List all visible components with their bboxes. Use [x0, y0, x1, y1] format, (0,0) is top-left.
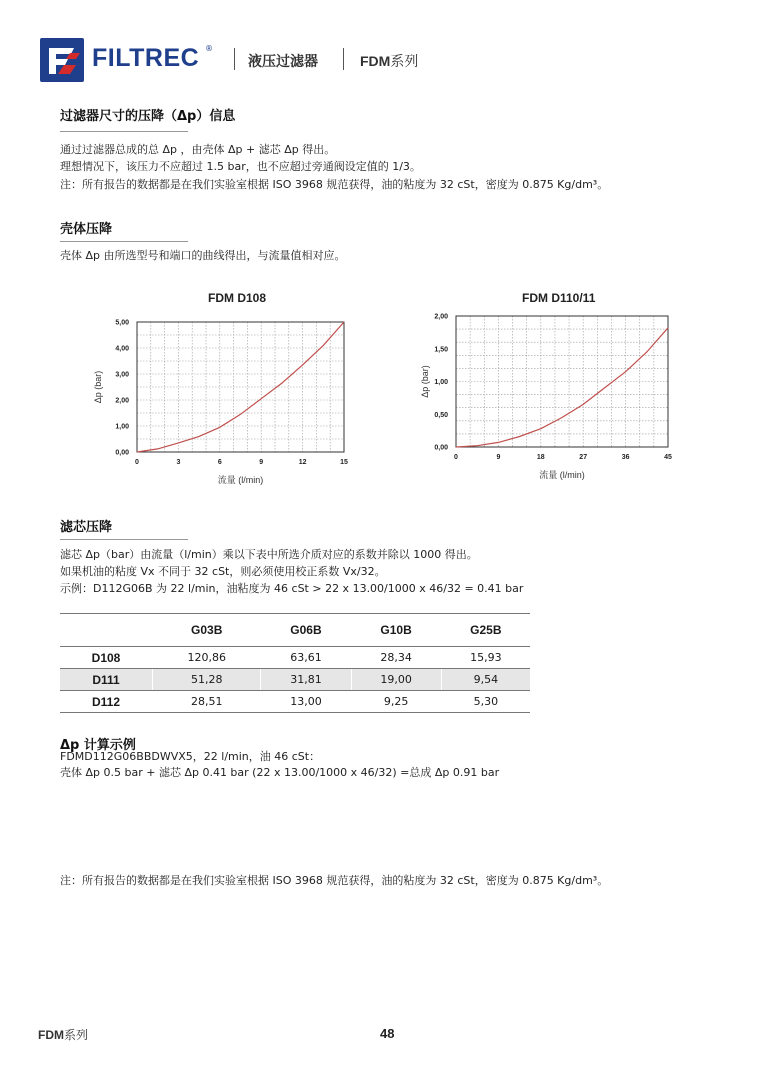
table-cell: 63,61 — [261, 647, 351, 669]
section-rule — [60, 241, 188, 242]
x-axis-label: 流量 (l/min) — [217, 475, 264, 485]
y-tick-label: 0,50 — [434, 411, 448, 419]
x-tick-label: 12 — [298, 459, 307, 466]
table-row — [60, 647, 530, 669]
footnote: 注：所有报告的数据都是在我们实验室根据 ISO 3968 规范获得，油的粘度为 32 cSt，密度为 0.875 Kg/dm³。 — [60, 874, 609, 887]
chart-d110-11 — [412, 306, 692, 486]
table-cell: 31,81 — [261, 669, 351, 691]
row-label: D111 — [60, 669, 153, 691]
table-cell: 13,00 — [261, 691, 351, 713]
table-cell: 5,30 — [441, 691, 530, 713]
section-title: Δp 计算示例 — [60, 738, 136, 753]
y-tick-label: 5,00 — [115, 319, 129, 327]
y-tick-label: 0,00 — [434, 444, 448, 452]
filtrec-logo — [40, 38, 84, 82]
section-rule — [60, 131, 188, 132]
y-axis-label: Δp (bar) — [420, 365, 430, 398]
page-number: 48 — [380, 1026, 395, 1041]
section-title: 过滤器尺寸的压降（Δp）信息 — [60, 109, 236, 124]
x-tick-label: 18 — [536, 454, 545, 461]
table-row — [60, 691, 530, 713]
chart-d108 — [85, 308, 370, 488]
y-tick-label: 2,00 — [115, 397, 129, 405]
x-tick-label: 36 — [621, 454, 630, 461]
table-cell: 28,34 — [351, 647, 441, 669]
x-tick-label: 9 — [496, 454, 501, 461]
x-tick-label: 3 — [176, 459, 181, 466]
chart-title: FDM D110/11 — [522, 291, 596, 305]
y-tick-label: 4,00 — [115, 345, 129, 353]
series-line — [456, 328, 668, 447]
y-tick-label: 1,50 — [434, 346, 448, 354]
y-tick-label: 1,00 — [434, 379, 448, 386]
x-tick-label: 6 — [217, 459, 222, 466]
chart-title: FDM D108 — [208, 291, 267, 305]
paragraph-line: 壳体 Δp 由所选型号和端口的曲线得出，与流量值相对应。 — [60, 249, 346, 262]
series-word: 系列 — [390, 54, 419, 70]
y-axis-label: Δp (bar) — [93, 370, 103, 404]
paragraph-line: 壳体 Δp 0.5 bar + 滤芯 Δp 0.41 bar (22 x 13.00/1000 x 46/32) =总成 Δp 0.91 bar — [60, 766, 500, 779]
header-series — [360, 51, 418, 71]
x-axis-label: 流量 (l/min) — [539, 470, 585, 480]
footer-series — [38, 1026, 88, 1043]
coefficient-table — [60, 614, 530, 713]
x-tick-label: 0 — [454, 454, 458, 461]
registered-mark: ® — [205, 44, 213, 53]
paragraph-line: 滤芯 Δp（bar）由流量（l/min）乘以下表中所选介质对应的系数并除以 1000 得出。 — [60, 548, 478, 561]
logo-mark-icon — [40, 38, 84, 82]
paragraph-line: 注：所有报告的数据都是在我们实验室根据 ISO 3968 规范获得，油的粘度为 32 cSt，密度为 0.875 Kg/dm³。 — [60, 178, 609, 191]
table-cell: 51,28 — [153, 669, 261, 691]
y-tick-label: 0,00 — [115, 449, 129, 457]
paragraph-line: FDMD112G06BBDWVX5，22 l/min，油 46 cSt： — [60, 750, 321, 763]
series-code: FDM — [38, 1028, 64, 1042]
y-tick-label: 2,00 — [434, 313, 448, 321]
series-word: 系列 — [64, 1028, 89, 1042]
section-title: 壳体压降 — [60, 222, 113, 237]
y-tick-label: 1,00 — [115, 423, 129, 431]
x-tick-label: 15 — [340, 459, 348, 466]
x-tick-label: 45 — [664, 454, 672, 461]
header-divider — [234, 48, 235, 70]
series-code: FDM — [360, 53, 391, 69]
section-title: 滤芯压降 — [60, 520, 113, 535]
brand-name: FILTREC — [92, 44, 200, 72]
header-divider — [343, 48, 344, 70]
table-header-cell: G25B — [441, 614, 530, 647]
row-label: D108 — [60, 647, 153, 669]
table-cell: 120,86 — [153, 647, 261, 669]
table-row — [60, 669, 530, 691]
table-cell: 28,51 — [153, 691, 261, 713]
paragraph-line: 理想情况下，该压力不应超过 1.5 bar，也不应超过旁通阀设定值的 1/3。 — [60, 160, 421, 173]
header-title: 液压过滤器 — [248, 54, 318, 70]
table-cell: 15,93 — [441, 647, 530, 669]
section-rule — [60, 539, 188, 540]
table-header-row — [60, 614, 530, 647]
table-header-cell: G03B — [153, 614, 261, 647]
paragraph-line: 通过过滤器总成的总 Δp ，由壳体 Δp + 滤芯 Δp 得出。 — [60, 143, 336, 156]
table-header-cell: G10B — [351, 614, 441, 647]
paragraph-line: 示例：D112G06B 为 22 l/min，油粘度为 46 cSt > 22 x 13.00/1000 x 46/32 = 0.41 bar — [60, 582, 524, 595]
paragraph-line: 如果机油的粘度 Vx 不同于 32 cSt，则必须使用校正系数 Vx/32。 — [60, 565, 386, 578]
table-cell: 9,54 — [441, 669, 530, 691]
y-tick-label: 3,00 — [115, 371, 129, 379]
table-header-cell — [60, 614, 153, 647]
table-cell: 19,00 — [351, 669, 441, 691]
table-cell: 9,25 — [351, 691, 441, 713]
x-tick-label: 0 — [135, 459, 139, 466]
x-tick-label: 9 — [259, 459, 264, 466]
x-tick-label: 27 — [579, 454, 588, 461]
row-label: D112 — [60, 691, 153, 713]
table-header-cell: G06B — [261, 614, 351, 647]
